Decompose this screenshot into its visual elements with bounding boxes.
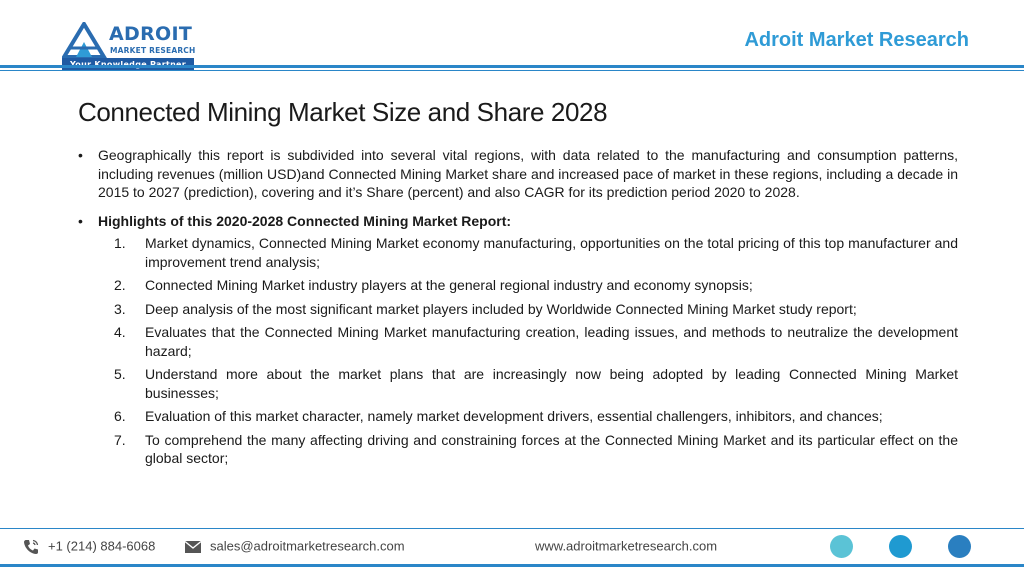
email-address: sales@adroitmarketresearch.com (210, 538, 405, 554)
logo-triangle-icon (62, 22, 108, 58)
list-number: 7. (114, 431, 126, 448)
logo-name: ADROIT (109, 23, 193, 45)
phone-number: +1 (214) 884-6068 (48, 538, 156, 554)
list-number: 5. (114, 366, 126, 382)
decorative-dot (889, 535, 912, 558)
footer-email[interactable] (184, 537, 405, 556)
website-url: www.adroitmarketresearch.com (535, 538, 718, 554)
list-item (78, 234, 958, 271)
list-text: To comprehend the many affecting driving and constraining forces at the Connected Mining Market and its particular effect on the global sector; (145, 431, 958, 466)
highlights-heading: Highlights of this 2020-2028 Connected Mining Market Report: (98, 212, 512, 229)
list-item (78, 365, 958, 402)
decorative-dot (830, 535, 853, 558)
list-item (78, 431, 958, 468)
footer-divider (0, 528, 1024, 529)
list-text: Understand more about the market plans that are increasingly now being adopted by leading Connected Mining Market businesses; (145, 366, 958, 401)
bullet-text: Geographically this report is subdivided into several vital regions, with data related to the manufacturing and consumption patterns, including revenues (million USD)and Connected Mining Market share and increased pace of market in these regions, including a decade in 2015 to 2027 (prediction), covering and it’s Share (percent) and also CAGR for its prediction period 2020 to 2028. (98, 147, 958, 200)
list-text: Evaluates that the Connected Mining Market manufacturing creation, leading issues, and methods to neutralize the development hazard; (145, 324, 958, 359)
list-text: Connected Mining Market industry players at the general regional industry and economy synopsis; (145, 277, 753, 293)
page-title: Connected Mining Market Size and Share 2028 (78, 97, 608, 127)
list-item (78, 407, 958, 426)
bullet-highlights (78, 212, 958, 231)
list-item (78, 276, 958, 295)
list-number: 2. (114, 277, 126, 293)
highlights-list (78, 234, 958, 468)
footer-bottom-bar (0, 564, 1024, 567)
list-text: Market dynamics, Connected Mining Market economy manufacturing, opportunities on the total pricing of this top manufacturer and improvement trend analysis; (145, 235, 958, 270)
list-item (78, 300, 958, 319)
footer-website[interactable] (535, 537, 717, 556)
list-number: 3. (114, 300, 126, 317)
header-divider-thin (0, 70, 1024, 71)
list-number: 4. (114, 324, 126, 340)
mail-icon (184, 540, 202, 554)
logo-subtitle: MARKET RESEARCH (110, 46, 196, 55)
slide-content (78, 146, 958, 473)
header-divider (0, 65, 1024, 68)
decorative-dot (948, 535, 971, 558)
brand-name: Adroit Market Research (744, 29, 969, 51)
bullet-regions (78, 146, 958, 202)
bullet-dot: • (78, 147, 83, 163)
list-item (78, 323, 958, 360)
bullet-dot: • (78, 212, 83, 229)
list-text: Deep analysis of the most significant market players included by Worldwide Connected Mining Market study report; (145, 300, 857, 317)
phone-icon (22, 538, 40, 556)
list-number: 1. (114, 235, 126, 251)
list-text: Evaluation of this market character, namely market development drivers, essential challengers, inhibitors, and chances; (145, 408, 883, 424)
list-number: 6. (114, 408, 126, 424)
footer-phone[interactable] (22, 537, 155, 556)
